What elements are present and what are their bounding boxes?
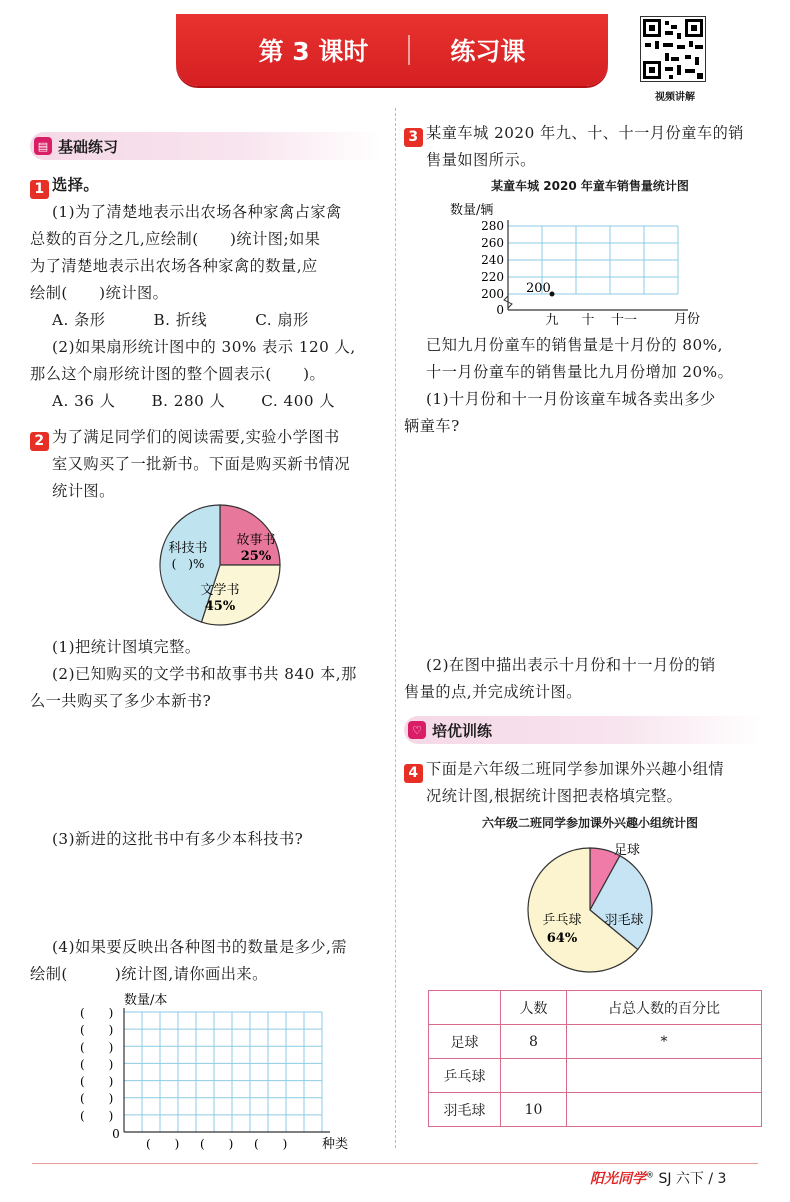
q3-intro-line: 某童车城 2020 年九、十、十一月份童车的销 — [426, 124, 744, 142]
q3-known-line: 已知九月份童车的销售量是十月份的 80%, — [426, 336, 723, 354]
column-divider — [395, 108, 396, 1148]
lesson-topic: 练习课 — [450, 37, 526, 66]
footer-divider — [32, 1163, 758, 1164]
table-cell[interactable] — [501, 1059, 567, 1093]
pie-label-literature: 文学书 — [200, 583, 240, 598]
table-cell[interactable]: 8 — [501, 1025, 567, 1059]
q4-intro-line: 下面是六年级二班同学参加课外兴趣小组情 — [426, 760, 725, 778]
brand-logo: 阳光同学 — [590, 1171, 646, 1187]
section-basic-practice — [30, 132, 382, 160]
bar-chart-y-blanks — [80, 1006, 113, 1123]
bar-x-blank-1: ( ) — [146, 1137, 180, 1151]
pie-label-literature-pct: 45% — [204, 599, 236, 614]
q3-part1-line: (1)十月份和十一月份该童车城各卖出多少 — [426, 390, 716, 408]
q1-part1-line: 总数的百分之几,应绘制( )统计图;如果 — [30, 230, 321, 248]
pie-label-badminton: 羽毛球 — [604, 913, 644, 928]
line-chart-ylabel: 数量/辆 — [450, 203, 494, 218]
shield-heart-icon: ♡ — [408, 721, 426, 739]
table-row — [429, 1093, 762, 1127]
q3-known-line: 十一月份童车的销售量比九月份增加 20%。 — [426, 363, 734, 381]
question-number-badge: 1 — [30, 180, 49, 199]
bar-y-blank: ( ) — [80, 1040, 114, 1055]
table-cell[interactable]: 10 — [501, 1093, 567, 1127]
q3-chart-title: 某童车城 2020 年童车销售量统计图 — [491, 179, 689, 193]
table-header-cell: 占总人数的百分比 — [567, 991, 762, 1025]
blank-bar-chart — [76, 990, 366, 1158]
q4-chart-title: 六年级二班同学参加课外兴趣小组统计图 — [481, 816, 698, 830]
table-cell[interactable]: * — [567, 1025, 762, 1059]
x-tick-label: 十一 — [610, 313, 638, 328]
section-advanced-label: 培优训练 — [432, 721, 493, 740]
q2-intro-line: 室又购买了一批新书。下面是购买新书情况 — [52, 455, 351, 473]
bar-y-blank: ( ) — [80, 1108, 114, 1123]
y-tick-label: 240 — [481, 253, 504, 267]
interest-pie-slices — [528, 848, 652, 972]
question-3 — [404, 120, 776, 174]
q2-part2-line: (2)已知购买的文学书和故事书共 840 本,那 — [52, 665, 357, 683]
q2-part1: (1)把统计图填完整。 — [52, 638, 201, 656]
table-row — [429, 1025, 762, 1059]
question-1 — [30, 172, 390, 415]
bar-y-blank: ( ) — [80, 1091, 114, 1106]
table-cell[interactable] — [567, 1093, 762, 1127]
q1-title: 选择。 — [52, 176, 100, 194]
q3-part2 — [404, 652, 778, 706]
table-header-row — [429, 991, 762, 1025]
q2-part2-line: 么一共购买了多少本新书? — [30, 692, 212, 710]
option-b[interactable]: B. 折线 — [153, 311, 208, 329]
pie-label-pingpong: 乒乓球 — [542, 913, 582, 928]
q3-part2-line: (2)在图中描出表示十月份和十一月份的销 — [426, 656, 716, 674]
line-chart-grid — [504, 220, 688, 310]
pie-label-story-pct: 25% — [240, 549, 272, 564]
option-a[interactable]: A. 条形 — [52, 311, 106, 329]
option-c[interactable]: C. 400 人 — [261, 392, 336, 410]
question-2 — [30, 424, 390, 505]
table-header-cell — [429, 991, 501, 1025]
q2-part4-line: (4)如果要反映出各种图书的数量是多少,需 — [52, 938, 348, 956]
q1-part1-line: (1)为了清楚地表示出农场各种家禽占家禽 — [52, 203, 342, 221]
qr-code-icon[interactable] — [640, 16, 706, 82]
bar-chart-origin: 0 — [112, 1127, 120, 1141]
q3-known-info — [404, 332, 778, 440]
page-footer — [590, 1168, 726, 1188]
sales-line-chart — [448, 198, 738, 328]
lesson-title-banner — [176, 14, 608, 86]
pie-label-story: 故事书 — [236, 533, 276, 548]
table-cell: 乒乓球 — [429, 1059, 501, 1093]
q1-part2-line: (2)如果扇形统计图中的 30% 表示 120 人, — [52, 338, 356, 356]
bar-y-blank: ( ) — [80, 1057, 114, 1072]
bar-x-blank-2: ( ) — [200, 1137, 234, 1151]
question-number-badge: 4 — [404, 764, 423, 783]
edition-page-number: SJ 六下 / 3 — [658, 1171, 727, 1187]
interest-table — [428, 990, 762, 1127]
point-label-september: 200 — [526, 281, 551, 296]
bar-chart-xlabel: 种类 — [322, 1137, 349, 1152]
section-advanced-training — [404, 716, 764, 744]
qr-caption: 视频讲解 — [655, 92, 695, 103]
y-tick-label: 280 — [481, 219, 504, 233]
q1-part2-options — [30, 388, 390, 415]
question-number-badge: 2 — [30, 432, 49, 451]
notebook-icon: ▤ — [34, 137, 52, 155]
q3-part2-line: 售量的点,并完成统计图。 — [404, 683, 582, 701]
table-header-cell: 人数 — [501, 991, 567, 1025]
bar-chart-ylabel: 数量/本 — [124, 993, 168, 1008]
brand-reg-mark: ® — [646, 1170, 654, 1180]
question-number-badge: 3 — [404, 128, 423, 147]
y-tick-label: 260 — [481, 236, 504, 250]
q2-intro-line: 为了满足同学们的阅读需要,实验小学图书 — [52, 428, 340, 446]
q2-subquestions-4 — [30, 934, 392, 988]
option-a[interactable]: A. 36 人 — [52, 392, 116, 410]
book-pie-chart — [150, 500, 290, 630]
lesson-number: 第 3 课时 — [258, 37, 369, 66]
section-basic-label: 基础练习 — [58, 137, 119, 156]
y-tick-label: 0 — [496, 303, 504, 317]
option-c[interactable]: C. 扇形 — [255, 311, 309, 329]
bar-y-blank: ( ) — [80, 1006, 114, 1020]
x-tick-label: 十 — [581, 313, 595, 328]
x-tick-label: 九 — [545, 313, 559, 328]
y-tick-label: 200 — [481, 287, 504, 301]
q1-part1-options — [30, 307, 390, 334]
pie-label-science-pct: ( )% — [171, 557, 205, 571]
table-cell: 羽毛球 — [429, 1093, 501, 1127]
bar-y-blank: ( ) — [80, 1074, 114, 1089]
bar-y-blank: ( ) — [80, 1023, 114, 1038]
q2-part3: (3)新进的这批书中有多少本科技书? — [52, 830, 304, 848]
pie-label-science: 科技书 — [168, 541, 208, 556]
bar-chart-grid — [124, 1008, 330, 1132]
table-cell[interactable] — [567, 1059, 762, 1093]
y-tick-label: 220 — [481, 270, 504, 284]
bar-x-blank-3: ( ) — [254, 1137, 288, 1151]
q3-part1-line: 辆童车? — [404, 417, 460, 435]
q2-intro-line: 统计图。 — [52, 482, 115, 500]
option-b[interactable]: B. 280 人 — [151, 392, 226, 410]
line-chart-xlabel: 月份 — [674, 312, 701, 327]
question-4 — [404, 756, 776, 810]
title-separator — [408, 35, 410, 65]
table-row — [429, 1059, 762, 1093]
q1-part2-line: 那么这个扇形统计图的整个圆表示( )。 — [30, 365, 326, 383]
q4-intro-line: 况统计图,根据统计图把表格填完整。 — [426, 787, 683, 805]
q3-intro-line: 售量如图所示。 — [426, 151, 536, 169]
pie-label-football: 足球 — [614, 843, 641, 858]
table-cell: 足球 — [429, 1025, 501, 1059]
pie-label-pingpong-pct: 64% — [546, 931, 578, 946]
q1-part1-line: 绘制( )统计图。 — [30, 284, 169, 302]
line-chart-x-ticks — [545, 312, 637, 328]
q1-part1-line: 为了清楚地表示出农场各种家禽的数量,应 — [30, 257, 318, 275]
q2-part4-line: 绘制( )统计图,请你画出来。 — [30, 965, 268, 983]
interest-pie-chart — [520, 834, 670, 982]
line-chart-y-ticks — [481, 219, 504, 317]
q2-subquestions-1-2 — [30, 634, 392, 715]
